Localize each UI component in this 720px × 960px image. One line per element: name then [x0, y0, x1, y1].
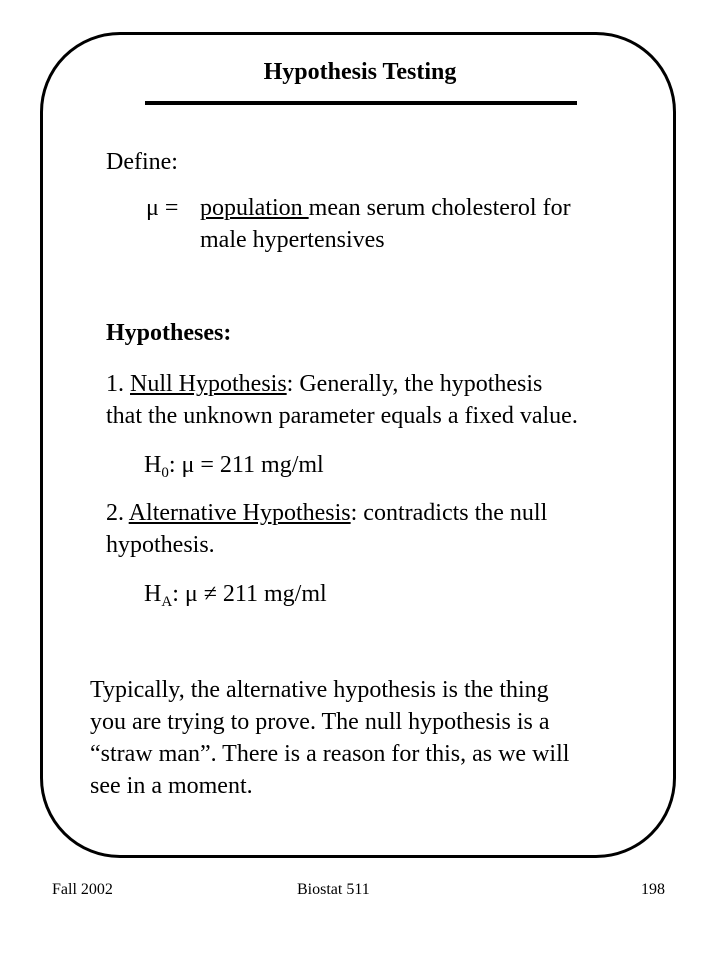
slide-title: Hypothesis Testing	[263, 59, 457, 85]
h0-statement	[144, 449, 324, 481]
alt-hypothesis-term: Alternative Hypothesis	[128, 500, 351, 526]
item1-number: 1.	[106, 371, 130, 397]
h0-subscript: 0	[161, 465, 169, 481]
define-label: Define:	[106, 149, 178, 175]
explanation-line3: “straw man”. There is a reason for this, as we will	[90, 741, 570, 767]
ha-letter: H	[144, 581, 162, 607]
null-hypothesis-line2: that the unknown parameter equals a fixed value.	[106, 403, 578, 429]
null-hypothesis-term: Null Hypothesis	[130, 371, 287, 397]
footer-page-number: 198	[641, 881, 665, 898]
explanation-line1: Typically, the alternative hypothesis is the thing	[90, 677, 549, 703]
alt-hypothesis-desc: : contradicts the null	[350, 500, 548, 526]
h0-letter: H	[144, 452, 162, 478]
population-term: population	[200, 195, 309, 221]
hypotheses-heading: Hypotheses:	[106, 320, 232, 346]
explanation-line2: you are trying to prove. The null hypothesis is a	[90, 709, 550, 735]
mu-definition-symbol	[146, 192, 178, 224]
ha-statement	[144, 578, 327, 610]
null-hypothesis-desc: : Generally, the hypothesis	[286, 371, 543, 397]
footer-course: Biostat 511	[297, 881, 370, 898]
alt-hypothesis-line1	[106, 497, 547, 529]
h0-equation: : μ = 211 mg/ml	[168, 452, 324, 478]
title-underline	[145, 101, 577, 105]
item2-number: 2.	[106, 500, 129, 526]
mu-symbol: μ	[146, 195, 159, 221]
ha-subscript: A	[161, 594, 173, 610]
alt-hypothesis-line2: hypothesis.	[106, 532, 215, 558]
ha-equation: : μ ≠ 211 mg/ml	[172, 581, 327, 607]
mu-definition-line1	[200, 192, 571, 224]
explanation-line4: see in a moment.	[90, 773, 253, 799]
mu-definition-line2: male hypertensives	[200, 227, 385, 253]
footer-term: Fall 2002	[52, 881, 113, 898]
definition-rest: mean serum cholesterol for	[308, 195, 571, 221]
equals-sign: =	[164, 195, 179, 221]
null-hypothesis-line1	[106, 368, 542, 400]
